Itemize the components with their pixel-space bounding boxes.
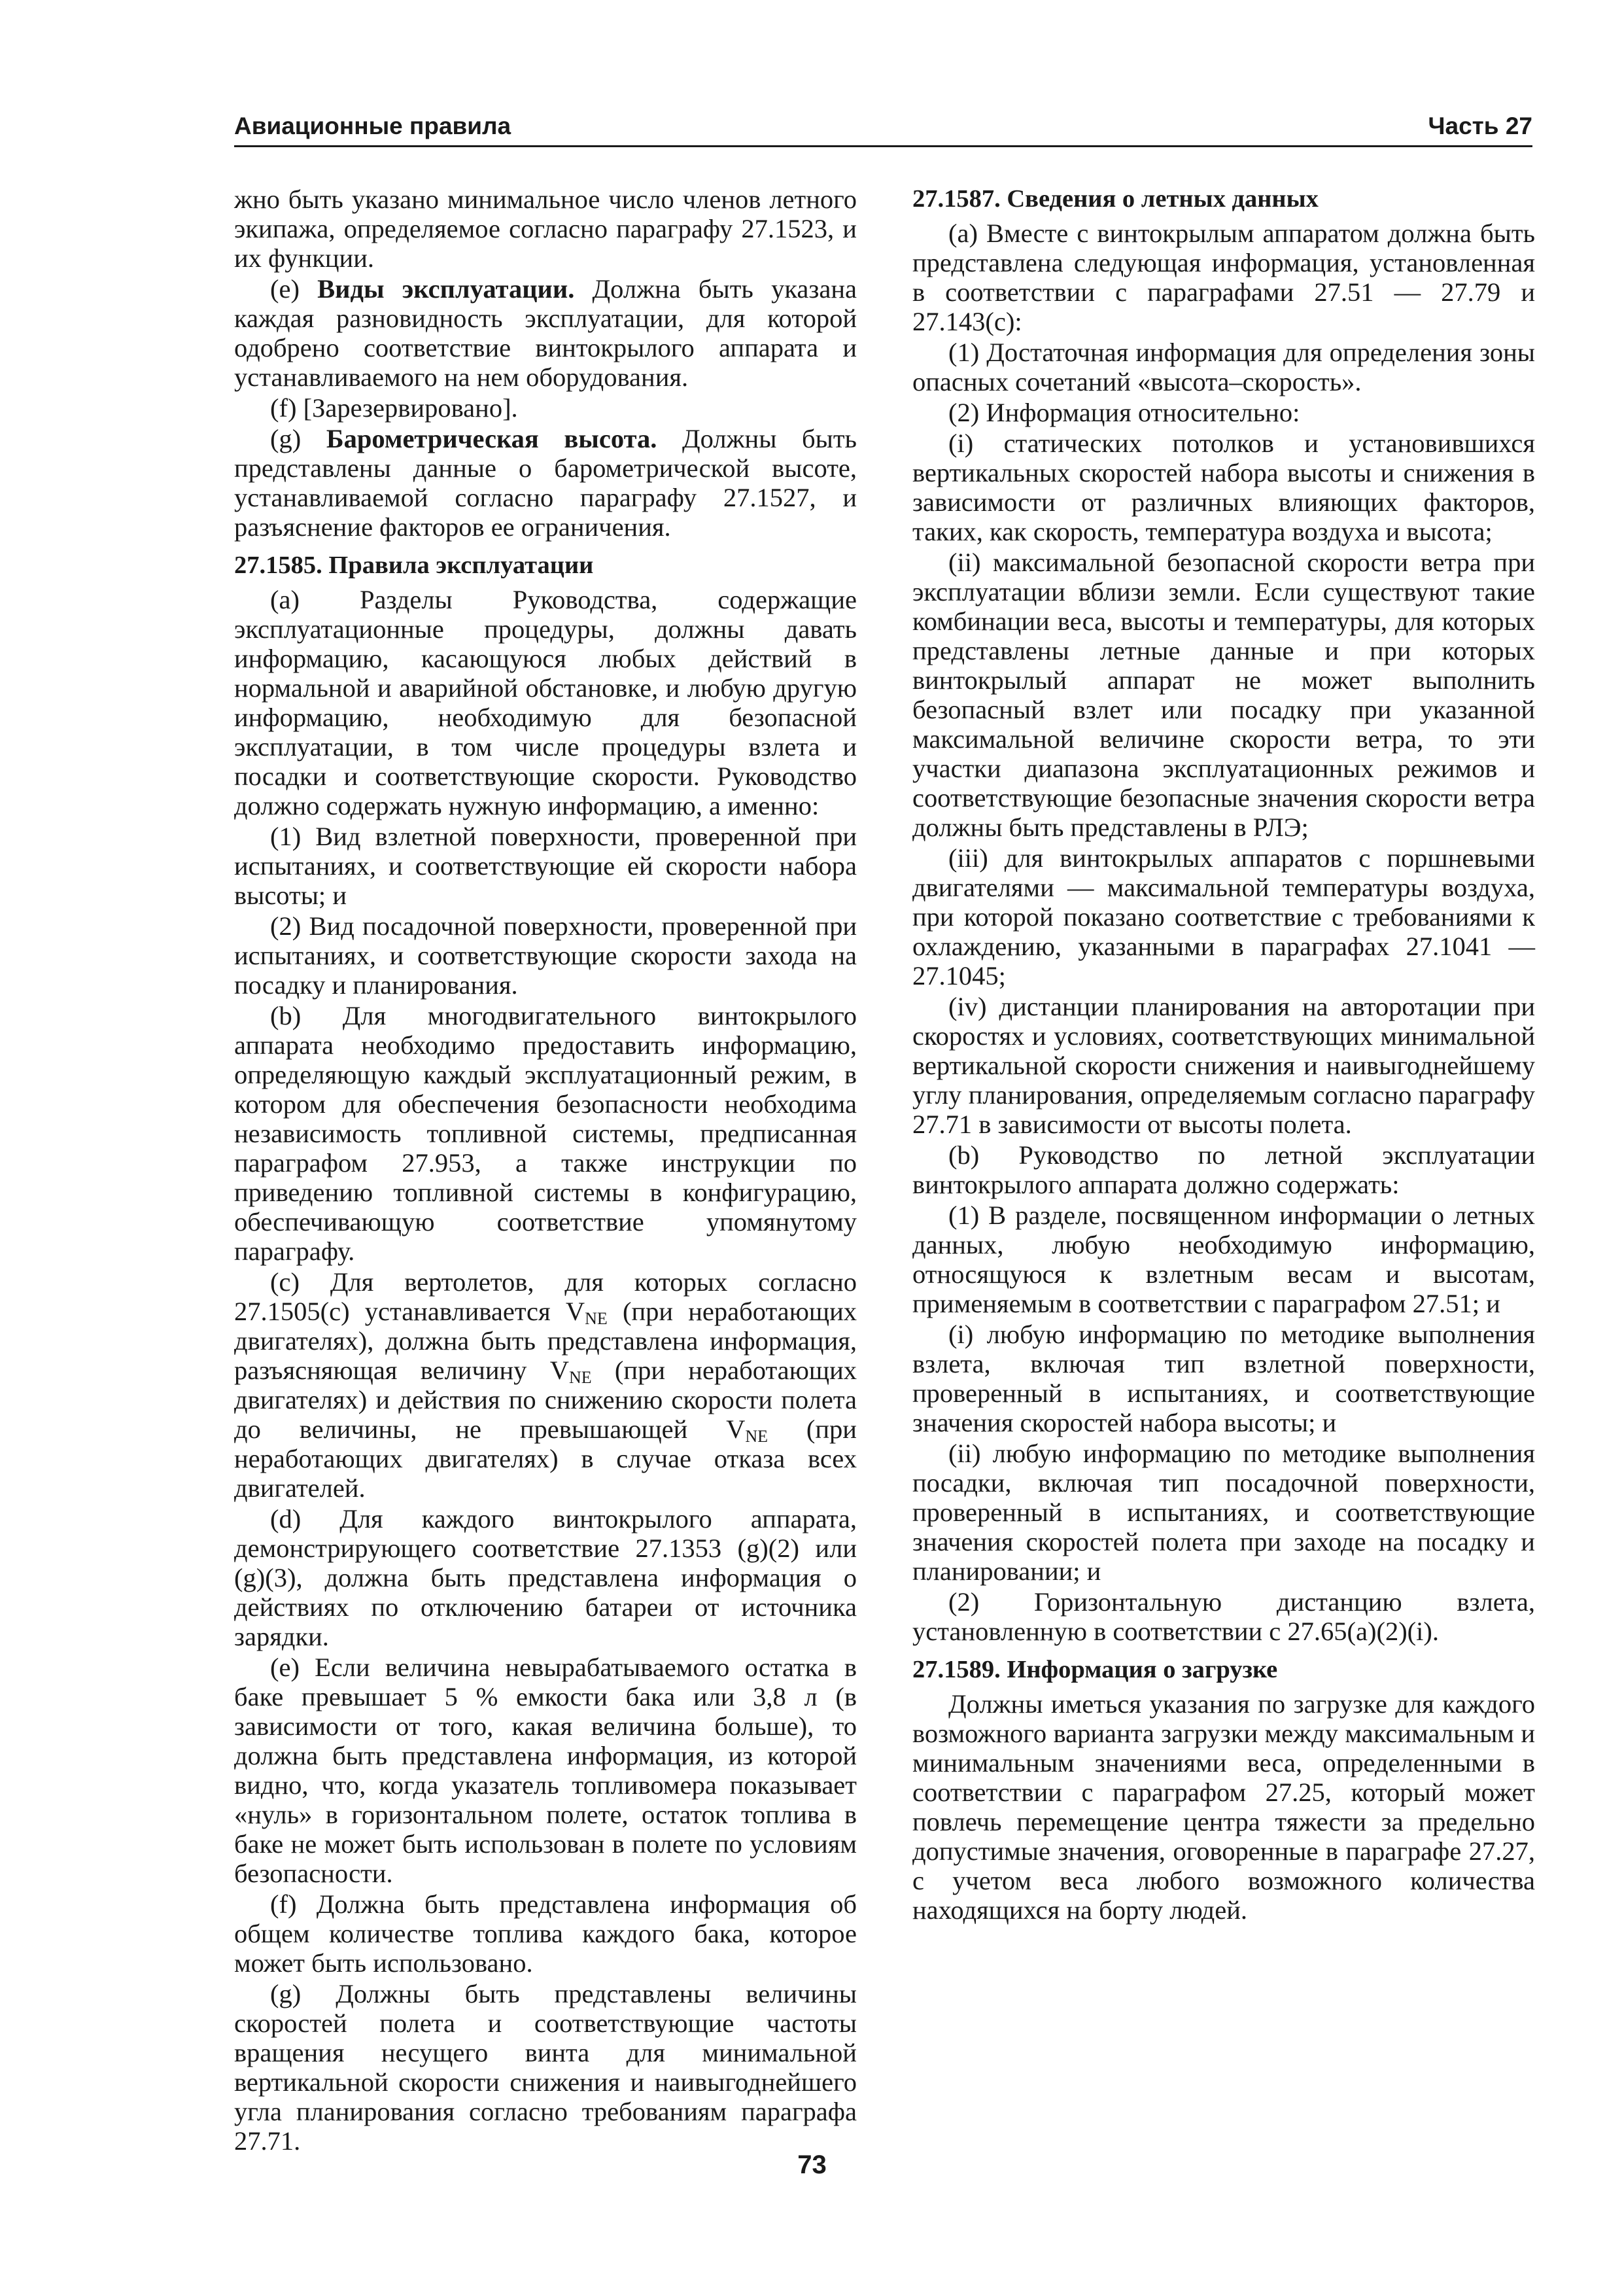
term-heading: Барометрическая высота. [326,424,657,453]
term-heading: Виды эксплуатации. [317,274,575,304]
left-column [234,184,857,2156]
paragraph: (2) Информация относительно: [948,398,1300,427]
paragraph: (1) Вид взлетной поверхности, проверенной при испытаниях, и соответствующие ей скорости набора высоты; и [234,822,857,910]
paragraph: (d) Для каждого винтокрылого аппарата, демонстрирующего соответствие 27.1353 (g)(2) или (g)(3), должна быть представлена информация о действиях по отключению батареи от источника зарядки. [234,1504,857,1651]
paragraph: (a) Разделы Руководства, содержащие эксплуатационные процедуры, должны давать информацию, касающуюся любых действий в нормальной и аварийной обстановке, и любую другую информацию, необходимую для безопасной эксплуатации, в том числе процедуры взлета и посадки и соответствующие скорости. Руководство должно содержать нужную информацию, а именно: [234,585,857,820]
paragraph: (c) Для вертолетов, для которых согласно 27.1505(c) устанавливается $V_{NE}$ (при неработающих двигателях), должна быть представлена информация, разъясняющая величину $V_{NE}$ (при неработающих двигателях) и действия по снижению скорости полета до величины, не превышающей $V_{NE}$ (при неработающих двигателях) в случае отказа всех двигателей. [234,1267,857,1503]
running-header [234,103,1532,147]
paragraph: (g) Барометрическая высота. Должны быть представлены данные о барометрической высоте, устанавливаемой согласно параграфу 27.1527, и разъяснение факторов ее ограничения. [234,424,857,542]
paragraph: (ii) максимальной безопасной скорости ветра при эксплуатации вблизи земли. Если существуют такие комбинации веса, высоты и температуры, для которых представлены летные данные и при которых винтокрылый аппарат не может выполнить безопасный взлет или посадку при указанной максимальной величине скорости ветра, то эти участки диапазона эксплуатационных режимов и соответствующие безопасные значения скорости ветра должны быть представлены в РЛЭ; [912,548,1535,842]
header-part: Часть 27 [1428,113,1532,139]
section-heading-27-1585: 27.1585. Правила эксплуатации [234,552,594,579]
paragraph: (g) Должны быть представлены величины скоростей полета и соответствующие частоты вращения несущего винта для минимальной вертикальной скорости снижения и наивыгоднейшего угла планирования согласно требованиям параграфа 27.71. [234,1979,857,2156]
paragraph: Должны иметься указания по загрузке для каждого возможного варианта загрузки между максимальным и минимальным значениями веса, определенными в соответствии с параграфом 27.25, который может повлечь перемещение центра тяжести за предельно допустимые значения, оговоренные в параграфе 27.27, с учетом веса любого возможного количества находящихся на борту людей. [912,1689,1535,1925]
paragraph: (1) В разделе, посвященном информации о летных данных, любую необходимую информацию, относящуюся к взлетным весам и высотам, применяемым в соответствии с параграфом 27.51; и [912,1200,1535,1318]
section-heading-27-1587: 27.1587. Сведения о летных данных [912,185,1319,213]
paragraph: (2) Горизонтальную дистанцию взлета, установленную в соответствии с 27.65(a)(2)(i). [912,1587,1535,1646]
paragraph: (iii) для винтокрылых аппаратов с поршневыми двигателями — максимальной температуры воздуха, при которой показано соответствие с требованиями к охлаждению, указанными в параграфах 27.1041 — 27.1045; [912,843,1535,990]
section-heading-27-1589: 27.1589. Информация о загрузке [912,1656,1278,1683]
paragraph: (2) Вид посадочной поверхности, проверенной при испытаниях, и соответствующие скорости захода на посадку и планирования. [234,911,857,1000]
paragraph: (f) [Зарезервировано]. [270,393,518,423]
paragraph: (e) Виды эксплуатации. Должна быть указана каждая разновидность эксплуатации, для которой одобрено соответствие винтокрылого аппарата и устанавливаемого на нем оборудования. [234,274,857,392]
paragraph: (e) Если величина невырабатываемого остатка в баке превышает 5 % емкости бака или 3,8 л (в зависимости от того, какая величина больше), то должна быть представлена информация, из которой видно, что, когда указатель топливомера показывает «нуль» в горизонтальном полете, остаток топлива в баке не может быть использован в полете по условиям безопасности. [234,1653,857,1888]
page-number: 73 [797,2150,827,2179]
paragraph: жно быть указано минимальное число членов летного экипажа, определяемое согласно параграфу 27.1523, и их функции. [234,184,857,273]
paragraph: (b) Руководство по летной эксплуатации винтокрылого аппарата должно содержать: [912,1140,1535,1199]
paragraph: (a) Вместе с винтокрылым аппаратом должна быть представлена следующая информация, установленная в соответствии с параграфами 27.51 — 27.79 и 27.143(c): [912,219,1535,336]
header-title: Авиационные правила [234,113,511,139]
paragraph: (i) статических потолков и установившихся вертикальных скоростей набора высоты и снижения в зависимости от различных влияющих факторов, таких, как скорость, температура воздуха и высота; [912,429,1535,546]
right-column [912,184,1535,1925]
paragraph: (b) Для многодвигательного винтокрылого аппарата необходимо предоставить информацию, определяющую каждый эксплуатационный режим, в котором для обеспечения безопасности необходима независимость топливной системы, предписанная параграфом 27.953, а также инструкции по приведению топливной системы в конфигурацию, обеспечивающую соответствие упомянутому параграфу. [234,1001,857,1266]
paragraph: (i) любую информацию по методике выполнения взлета, включая тип взлетной поверхности, проверенный в испытаниях, и соответствующие значения скоростей набора высоты; и [912,1320,1535,1437]
paragraph: (iv) дистанции планирования на авторотации при скоростях и условиях, соответствующих минимальной вертикальной скорости снижения и наивыгоднейшему углу планирования, определяемым согласно параграфу 27.71 в зависимости от высоты полета. [912,992,1535,1139]
paragraph: (ii) любую информацию по методике выполнения посадки, включая тип посадочной поверхности, проверенный в испытаниях, и соответствующие значения скоростей полета при заходе на посадку и планировании; и [912,1439,1535,1586]
paragraph: (f) Должна быть представлена информация об общем количестве топлива каждого бака, которое может быть использовано. [234,1889,857,1978]
paragraph: (1) Достаточная информация для определения зоны опасных сочетаний «высота–скорость». [912,338,1535,396]
